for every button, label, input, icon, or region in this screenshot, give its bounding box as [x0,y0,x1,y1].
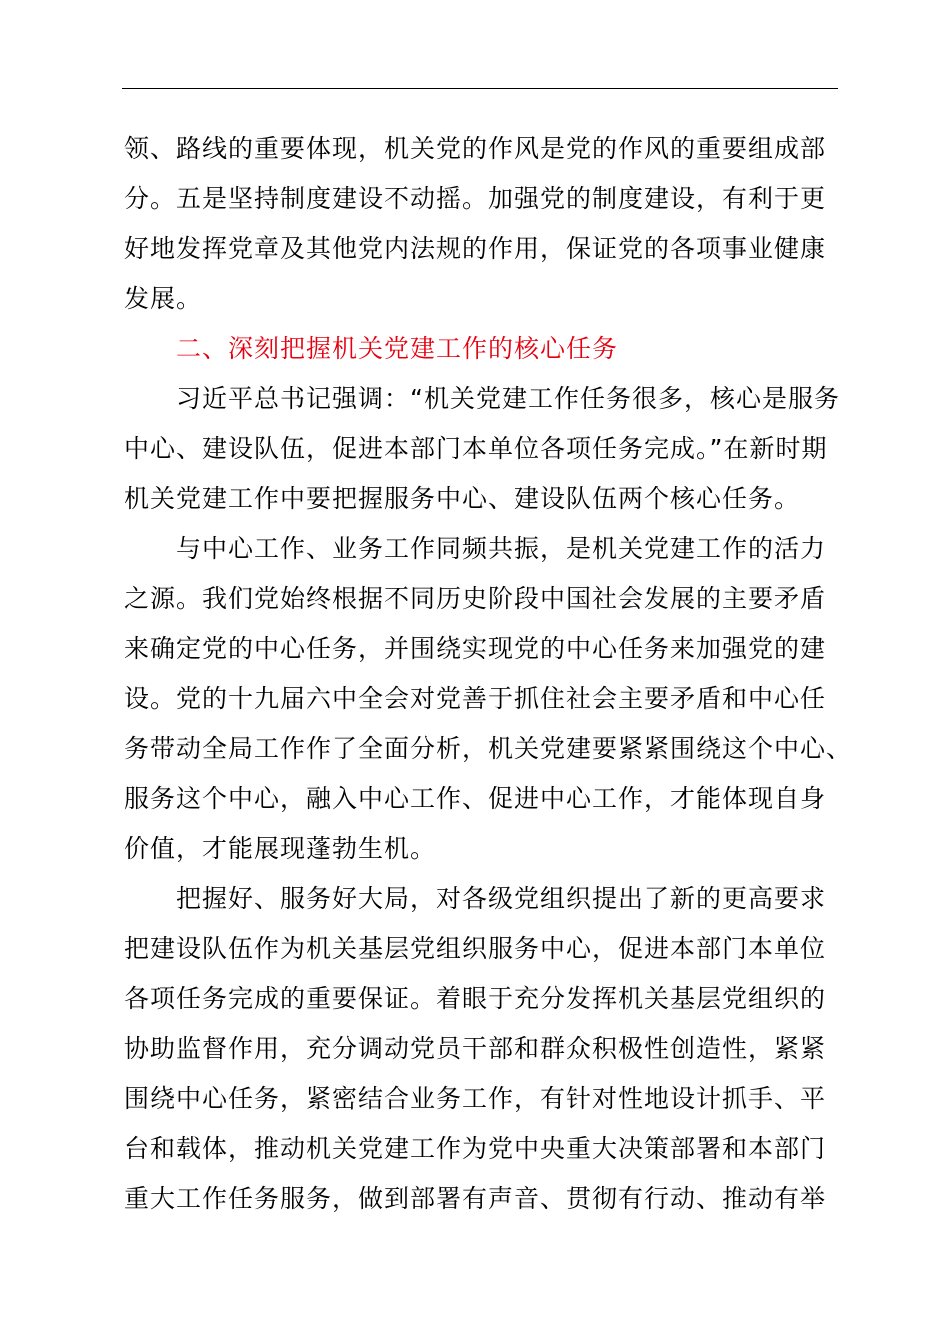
text-line: 重大工作任务服务，做到部署有声音、贯彻有行动、推动有举 [124,1184,827,1213]
section-heading: 二、深刻把握机关党建工作的核心任务 [176,334,619,363]
text-line: 协助监督作用，充分调动党员干部和群众积极性创造性，紧紧 [124,1034,827,1063]
text-line: 中心、建设队伍，促进本部门本单位各项任务完成。”在新时期 [124,434,828,463]
text-line: 围绕中心任务，紧密结合业务工作，有针对性地设计抓手、平 [124,1084,827,1113]
text-line: 机关党建工作中要把握服务中心、建设队伍两个核心任务。 [124,484,801,513]
text-line: 台和载体，推动机关党建工作为党中央重大决策部署和本部门 [124,1134,827,1163]
text-line: 设。党的十九届六中全会对党善于抓住社会主要矛盾和中心任 [124,684,827,713]
header-rule [122,88,838,89]
text-line: 把握好、服务好大局，对各级党组织提出了新的更高要求 [176,884,827,913]
text-line: 好地发挥党章及其他党内法规的作用，保证党的各项事业健康 [124,234,827,263]
text-line: 领、路线的重要体现，机关党的作风是党的作风的重要组成部 [124,134,827,163]
text-line: 之源。我们党始终根据不同历史阶段中国社会发展的主要矛盾 [124,584,827,613]
text-line: 与中心工作、业务工作同频共振，是机关党建工作的活力 [176,534,827,563]
text-line: 价值，才能展现蓬勃生机。 [124,834,437,863]
text-line: 分。五是坚持制度建设不动摇。加强党的制度建设，有利于更 [124,184,827,213]
text-line: 发展。 [124,284,203,313]
text-line: 各项任务完成的重要保证。着眼于充分发挥机关基层党组织的 [124,984,827,1013]
text-line: 来确定党的中心任务，并围绕实现党的中心任务来加强党的建 [124,634,827,663]
text-line: 务带动全局工作作了全面分析，机关党建要紧紧围绕这个中心、 [124,734,853,763]
text-line: 把建设队伍作为机关基层党组织服务中心，促进本部门本单位 [124,934,827,963]
document-body [124,124,853,1224]
text-line: 习近平总书记强调：“机关党建工作任务很多，核心是服务 [176,384,840,413]
text-line: 服务这个中心，融入中心工作、促进中心工作，才能体现自身 [124,784,827,813]
